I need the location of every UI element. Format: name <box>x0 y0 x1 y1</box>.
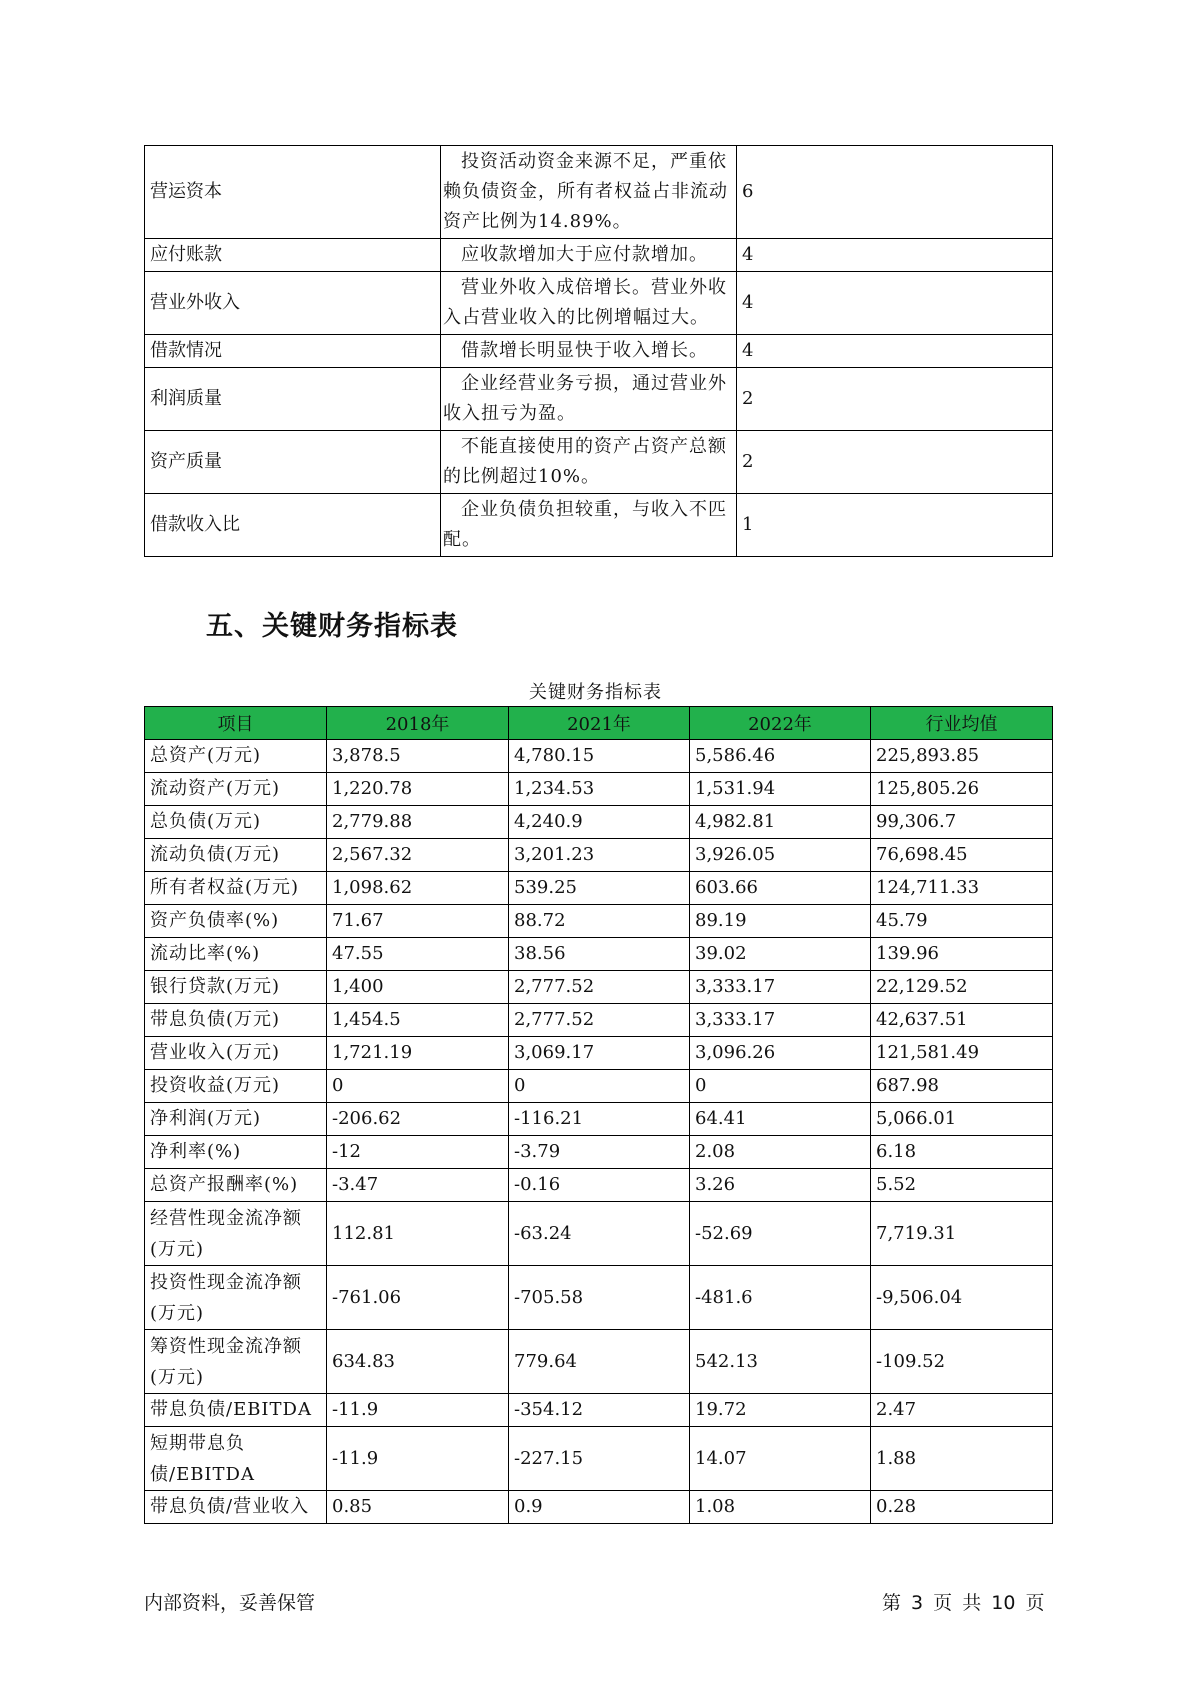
metric-y2018: -11.9 <box>327 1427 509 1491</box>
metric-row <box>145 1202 1053 1266</box>
metric-row <box>145 839 1053 872</box>
metric-row <box>145 773 1053 806</box>
metric-item: 带息负债/EBITDA <box>145 1394 327 1427</box>
metric-y2018: -12 <box>327 1136 509 1169</box>
table-caption: 关键财务指标表 <box>529 682 662 703</box>
risk-table-body <box>145 146 1053 557</box>
risk-name: 资产质量 <box>145 431 441 494</box>
risk-score: 2 <box>737 431 1053 494</box>
metric-industry-avg: 0.28 <box>871 1491 1053 1524</box>
metric-y2018: -206.62 <box>327 1103 509 1136</box>
metric-y2022: 3,096.26 <box>690 1037 871 1070</box>
metric-y2018: 1,098.62 <box>327 872 509 905</box>
metric-y2018: 3,878.5 <box>327 740 509 773</box>
metric-row <box>145 1491 1053 1524</box>
metric-y2018: 71.67 <box>327 905 509 938</box>
metric-item: 流动负债(万元) <box>145 839 327 872</box>
metric-item: 总资产报酬率(%) <box>145 1169 327 1202</box>
risk-desc: 应收款增加大于应付款增加。 <box>441 239 737 272</box>
risk-row <box>145 431 1053 494</box>
metric-y2022: 14.07 <box>690 1427 871 1491</box>
metric-y2018: -11.9 <box>327 1394 509 1427</box>
metric-y2018: 1,220.78 <box>327 773 509 806</box>
metrics-table-body <box>145 740 1053 1524</box>
metric-industry-avg: 1.88 <box>871 1427 1053 1491</box>
metric-row <box>145 1427 1053 1491</box>
risk-row <box>145 239 1053 272</box>
risk-row <box>145 272 1053 335</box>
risk-desc: 企业负债负担较重，与收入不匹配。 <box>441 494 737 557</box>
metric-y2021: 3,069.17 <box>509 1037 690 1070</box>
metric-item: 资产负债率(%) <box>145 905 327 938</box>
metric-y2018: 1,400 <box>327 971 509 1004</box>
metric-y2022: 2.08 <box>690 1136 871 1169</box>
risk-name: 应付账款 <box>145 239 441 272</box>
metric-item: 流动比率(%) <box>145 938 327 971</box>
metric-item: 投资性现金流净额(万元) <box>145 1266 327 1330</box>
metric-y2021: 2,777.52 <box>509 971 690 1004</box>
metric-industry-avg: 5.52 <box>871 1169 1053 1202</box>
metric-industry-avg: 76,698.45 <box>871 839 1053 872</box>
header-industry-avg: 行业均值 <box>871 707 1053 740</box>
metric-y2021: -354.12 <box>509 1394 690 1427</box>
metric-y2018: -3.47 <box>327 1169 509 1202</box>
risk-score: 4 <box>737 239 1053 272</box>
metric-industry-avg: 125,805.26 <box>871 773 1053 806</box>
metric-y2021: 88.72 <box>509 905 690 938</box>
metric-y2022: 3,333.17 <box>690 971 871 1004</box>
metric-y2021: -116.21 <box>509 1103 690 1136</box>
metric-y2021: 2,777.52 <box>509 1004 690 1037</box>
metric-y2022: 4,982.81 <box>690 806 871 839</box>
footer-confidential: 内部资料，妥善保管 <box>144 1592 316 1614</box>
risk-row <box>145 146 1053 239</box>
risk-name: 借款情况 <box>145 335 441 368</box>
risk-score: 4 <box>737 272 1053 335</box>
metric-industry-avg: 5,066.01 <box>871 1103 1053 1136</box>
metric-y2018: 2,779.88 <box>327 806 509 839</box>
metric-item: 所有者权益(万元) <box>145 872 327 905</box>
metric-industry-avg: 22,129.52 <box>871 971 1053 1004</box>
metric-item: 带息负债(万元) <box>145 1004 327 1037</box>
metric-row <box>145 1004 1053 1037</box>
metric-y2018: -761.06 <box>327 1266 509 1330</box>
metric-row <box>145 1103 1053 1136</box>
metric-y2022: 5,586.46 <box>690 740 871 773</box>
risk-name: 利润质量 <box>145 368 441 431</box>
risk-name: 营业外收入 <box>145 272 441 335</box>
metrics-table-header <box>145 707 1053 740</box>
metric-y2022: 1.08 <box>690 1491 871 1524</box>
risk-desc: 不能直接使用的资产占资产总额的比例超过10%。 <box>441 431 737 494</box>
metric-item: 投资收益(万元) <box>145 1070 327 1103</box>
metric-row <box>145 1330 1053 1394</box>
metric-y2021: 539.25 <box>509 872 690 905</box>
metric-row <box>145 1266 1053 1330</box>
risk-row <box>145 335 1053 368</box>
metric-industry-avg: 687.98 <box>871 1070 1053 1103</box>
metric-y2022: 39.02 <box>690 938 871 971</box>
metric-y2018: 2,567.32 <box>327 839 509 872</box>
metric-industry-avg: 124,711.33 <box>871 872 1053 905</box>
metric-row <box>145 740 1053 773</box>
metric-y2021: -0.16 <box>509 1169 690 1202</box>
metric-row <box>145 905 1053 938</box>
metric-item: 银行贷款(万元) <box>145 971 327 1004</box>
metric-y2022: 603.66 <box>690 872 871 905</box>
metric-y2021: 779.64 <box>509 1330 690 1394</box>
metric-y2018: 1,454.5 <box>327 1004 509 1037</box>
metric-y2022: 3,926.05 <box>690 839 871 872</box>
metric-item: 总负债(万元) <box>145 806 327 839</box>
metric-industry-avg: -9,506.04 <box>871 1266 1053 1330</box>
metric-row <box>145 1394 1053 1427</box>
metric-industry-avg: 225,893.85 <box>871 740 1053 773</box>
header-item: 项目 <box>145 707 327 740</box>
risk-name: 借款收入比 <box>145 494 441 557</box>
risk-desc: 借款增长明显快于收入增长。 <box>441 335 737 368</box>
metric-industry-avg: 121,581.49 <box>871 1037 1053 1070</box>
metric-row <box>145 1136 1053 1169</box>
header-2018: 2018年 <box>327 707 509 740</box>
risk-desc: 营业外收入成倍增长。营业外收入占营业收入的比例增幅过大。 <box>441 272 737 335</box>
metric-row <box>145 1169 1053 1202</box>
risk-score: 4 <box>737 335 1053 368</box>
metric-y2022: 1,531.94 <box>690 773 871 806</box>
header-2021: 2021年 <box>509 707 690 740</box>
metric-y2018: 634.83 <box>327 1330 509 1394</box>
metric-y2022: -52.69 <box>690 1202 871 1266</box>
metric-industry-avg: 6.18 <box>871 1136 1053 1169</box>
footer-page-number: 第 3 页 共 10 页 <box>882 1592 1045 1614</box>
metric-y2022: 19.72 <box>690 1394 871 1427</box>
metrics-table <box>144 706 1053 1524</box>
metric-y2018: 0.85 <box>327 1491 509 1524</box>
risk-desc: 企业经营业务亏损，通过营业外收入扭亏为盈。 <box>441 368 737 431</box>
risk-row <box>145 368 1053 431</box>
metric-row <box>145 872 1053 905</box>
risk-score: 1 <box>737 494 1053 557</box>
metric-row <box>145 1037 1053 1070</box>
risk-score: 2 <box>737 368 1053 431</box>
risk-row <box>145 494 1053 557</box>
metric-y2022: 0 <box>690 1070 871 1103</box>
metric-industry-avg: 139.96 <box>871 938 1053 971</box>
metric-item: 短期带息负债/EBITDA <box>145 1427 327 1491</box>
metric-y2021: -3.79 <box>509 1136 690 1169</box>
metric-y2022: 64.41 <box>690 1103 871 1136</box>
metric-row <box>145 806 1053 839</box>
header-2022: 2022年 <box>690 707 871 740</box>
metric-y2021: 38.56 <box>509 938 690 971</box>
metric-industry-avg: 45.79 <box>871 905 1053 938</box>
metric-item: 净利率(%) <box>145 1136 327 1169</box>
risk-table <box>144 145 1053 557</box>
metric-item: 营业收入(万元) <box>145 1037 327 1070</box>
metric-y2021: -227.15 <box>509 1427 690 1491</box>
metric-row <box>145 971 1053 1004</box>
metric-item: 总资产(万元) <box>145 740 327 773</box>
risk-desc: 投资活动资金来源不足，严重依赖负债资金，所有者权益占非流动资产比例为14.89%。 <box>441 146 737 239</box>
risk-score: 6 <box>737 146 1053 239</box>
metric-y2021: -705.58 <box>509 1266 690 1330</box>
section-title: 五、关键财务指标表 <box>206 611 458 642</box>
metric-industry-avg: 42,637.51 <box>871 1004 1053 1037</box>
metric-y2021: 3,201.23 <box>509 839 690 872</box>
metric-industry-avg: 7,719.31 <box>871 1202 1053 1266</box>
metric-y2022: 3,333.17 <box>690 1004 871 1037</box>
metric-item: 净利润(万元) <box>145 1103 327 1136</box>
metric-y2021: 4,240.9 <box>509 806 690 839</box>
metric-item: 流动资产(万元) <box>145 773 327 806</box>
metric-y2021: 4,780.15 <box>509 740 690 773</box>
metric-y2018: 112.81 <box>327 1202 509 1266</box>
risk-name: 营运资本 <box>145 146 441 239</box>
metric-y2022: 3.26 <box>690 1169 871 1202</box>
metric-row <box>145 1070 1053 1103</box>
metric-y2021: 1,234.53 <box>509 773 690 806</box>
metric-y2022: -481.6 <box>690 1266 871 1330</box>
metric-item: 筹资性现金流净额(万元) <box>145 1330 327 1394</box>
metric-y2022: 89.19 <box>690 905 871 938</box>
metric-item: 经营性现金流净额(万元) <box>145 1202 327 1266</box>
metric-y2021: 0 <box>509 1070 690 1103</box>
metric-industry-avg: 2.47 <box>871 1394 1053 1427</box>
metric-row <box>145 938 1053 971</box>
metric-y2021: -63.24 <box>509 1202 690 1266</box>
metric-y2022: 542.13 <box>690 1330 871 1394</box>
metric-industry-avg: 99,306.7 <box>871 806 1053 839</box>
metric-y2018: 1,721.19 <box>327 1037 509 1070</box>
metric-item: 带息负债/营业收入 <box>145 1491 327 1524</box>
metric-y2021: 0.9 <box>509 1491 690 1524</box>
metric-industry-avg: -109.52 <box>871 1330 1053 1394</box>
metric-y2018: 0 <box>327 1070 509 1103</box>
metric-y2018: 47.55 <box>327 938 509 971</box>
